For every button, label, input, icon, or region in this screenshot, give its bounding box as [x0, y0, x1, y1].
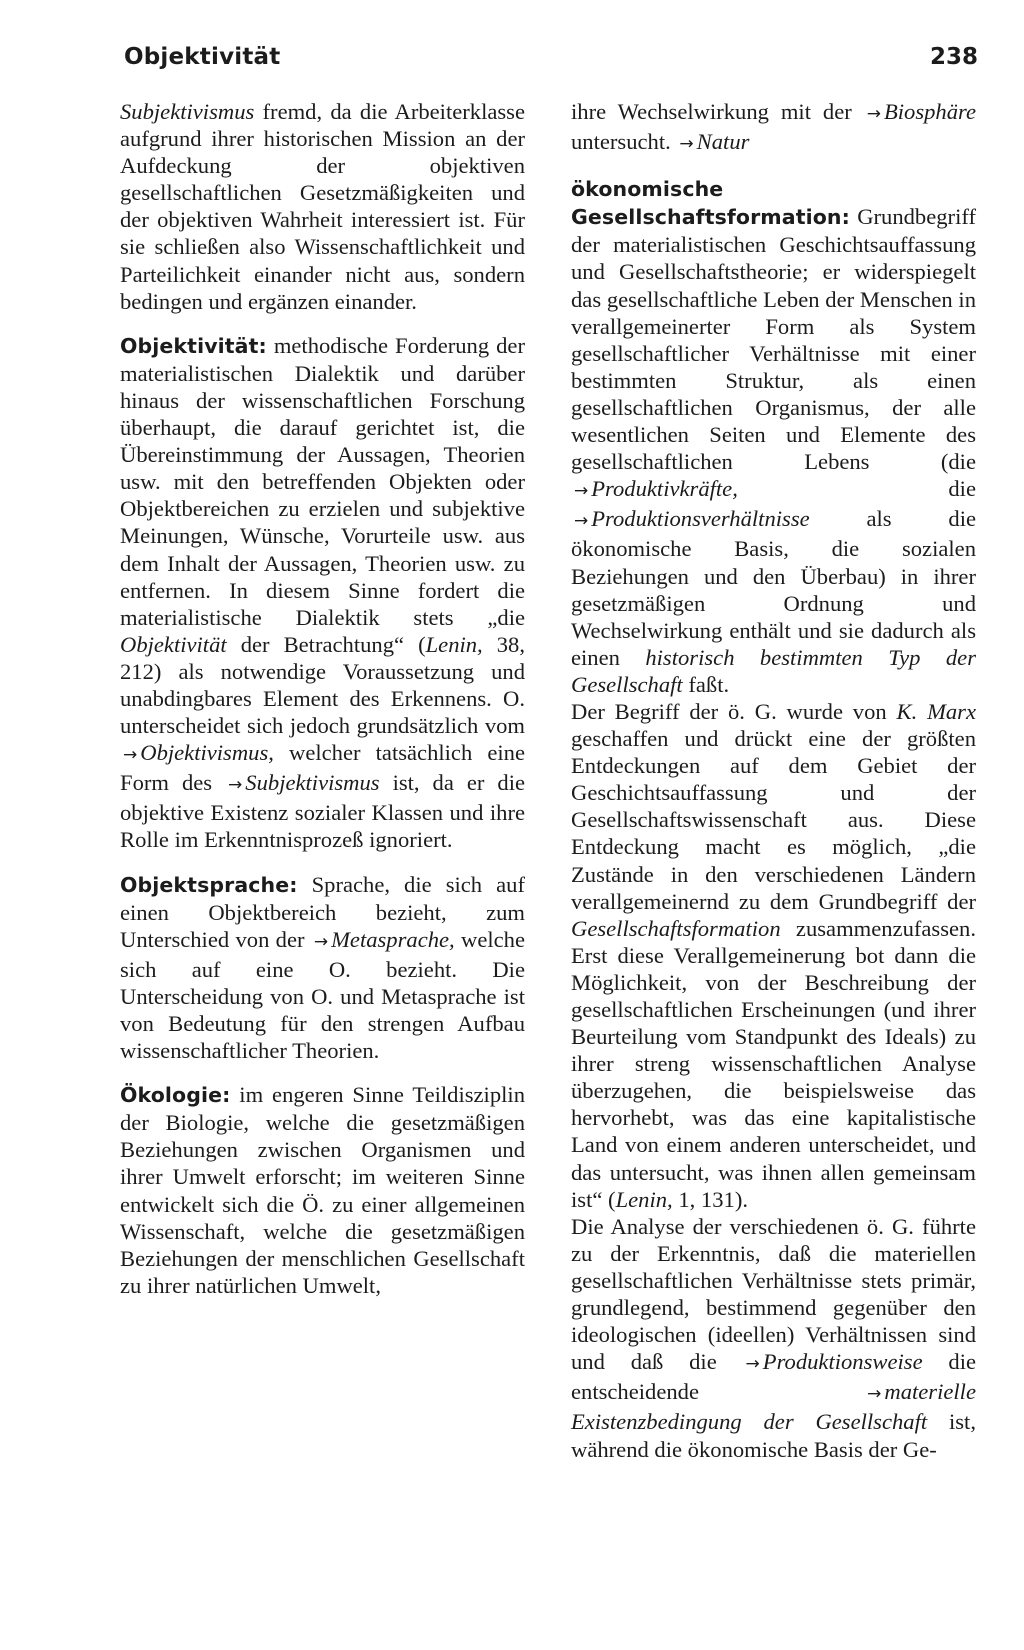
citation-author: K. Marx: [896, 698, 977, 724]
body-text: 1, 131).: [672, 1186, 748, 1212]
entry-objektsprache: [120, 871, 525, 1065]
entry-term: Ökologie:: [120, 1083, 231, 1108]
cross-reference: Produktionsweise: [762, 1349, 923, 1375]
paragraph-continuation: [120, 98, 525, 315]
cross-reference: Objektivismus,: [140, 740, 274, 766]
entry-term: Objektsprache:: [120, 872, 298, 897]
right-column: [571, 98, 976, 1463]
cross-reference: materielle Existenzbedingung der Gesellschaft: [571, 1379, 976, 1435]
arrow-icon: →: [866, 104, 881, 124]
entry-term: ökonomische Gesellschaftsformation:: [571, 177, 850, 230]
paragraph: [571, 698, 976, 1213]
cross-reference: Subjektivismus: [120, 99, 255, 124]
entry-term: Objektivität:: [120, 333, 267, 358]
entry-oekologie: [120, 1081, 525, 1299]
body-text: geschaffen und drückt eine der größten Entdeckungen auf dem Gebiet der Geschichtsauffassung und der Gesellschaftswissenschaft aus. Diese Entdeckung macht es möglich, „die Zustände in den verschiedenen Ländern verallgemeinernd zu dem Grundbegriff der: [571, 726, 976, 914]
page-number: 238: [929, 44, 978, 70]
body-text: Sprache, die sich auf einen Objektbereich bezieht, zum Unterschied von der: [120, 871, 525, 952]
body-text: zusammenzufassen. Erst diese Verallgemeinerung bot dann die Möglichkeit, von der Beschreibung der gesellschaftlichen Erscheinungen (und ihrer Beurteilung vom Standpunkt des Ideals) zu ihrer streng wissenschaftlichen Analyse überzugehen, die beispielsweise das hervorhebt, was das eine kapitalistische Land von einem anderen unterscheidet, und das untersucht, was ihnen allen gemeinsam ist“ (: [571, 915, 976, 1212]
body-text: die entscheidende: [571, 1349, 976, 1405]
body-text: ist, da er die objektive Existenz sozialer Klassen und ihre Rolle im Erkenntnisprozeß ignoriert.: [120, 770, 525, 853]
entry-oekonomische-gesellschaftsformation: [571, 175, 976, 698]
arrow-icon: →: [313, 931, 329, 952]
body-text: Die Analyse der verschiedenen ö. G. führte zu der Erkenntnis, daß die materiellen gesellschaftlichen Verhältnisse stets primär, grundlegend, bestimmend gegenüber den ideologischen (ideellen) Verhältnissen sind und daß die: [571, 1213, 976, 1375]
body-text: methodische Forderung der materialistischen Dialektik und darüber hinaus der wissenschaftlichen Forschung überhaupt, die darauf gerichtet ist, die Übereinstimmung der Aussagen, Theorien usw. mit den betreffenden Objekten oder Objektbereichen zu erzielen und subjektive Meinungen, Wünsche, Vorurteile usw. aus dem Inhalt der Aussagen, Theorien usw. zu entfernen. In diesem Sinne fordert die materialistische Dialektik stets „die: [120, 332, 525, 630]
arrow-icon: →: [228, 775, 243, 796]
cross-reference: Subjektivismus: [245, 770, 380, 796]
body-text: faßt.: [682, 671, 730, 697]
body-text: ist, während die ökonomische Basis der Ge-: [571, 1409, 976, 1462]
cross-reference: Biosphäre: [883, 99, 976, 124]
emphasis-text: Gesellschaftsformation: [571, 915, 781, 941]
entry-objektivitaet: [120, 332, 525, 854]
body-text: als die ökonomische Basis, die sozialen Beziehungen und den Überbau) in ihrer gesetzmäßigen Ordnung und Wechselwirkung enthält und sie dadurch als einen: [571, 506, 976, 670]
emphasis-text: historisch bestimmten Typ der Gesellschaft: [571, 644, 977, 697]
cross-reference: Produktivkräfte,: [591, 476, 738, 502]
paragraph: [571, 1213, 976, 1463]
body-text: die: [737, 476, 976, 502]
body-text: welche sich auf eine O. bezieht. Die Unterscheidung von O. und Metasprache ist von Bedeutung für den strengen Aufbau wissenschaftlicher Theorien.: [120, 926, 525, 1064]
arrow-icon: →: [745, 1354, 760, 1375]
cross-reference: Produktionsverhältnisse: [591, 506, 810, 532]
body-text: 38, 212) als notwendige Voraussetzung und unabdingbares Element des Erkennens. O. unterscheidet sich jedoch grundsätzlich vom: [120, 631, 525, 739]
arrow-icon: →: [574, 481, 589, 502]
citation-author: Lenin,: [425, 631, 483, 657]
cross-reference: Metasprache,: [331, 926, 455, 952]
arrow-icon: →: [867, 1384, 882, 1405]
body-text: Grundbegriff der materialistischen Geschichtsauffassung und Gesellschaftstheorie; er widerspiegelt das gesellschaftliche Leben der Menschen in verallgemeinerter Form als System gesellschaftlicher Verhältnisse mit einer bestimmten Struktur, als einen gesellschaftlichen Organismus, der alle wesentlichen Seiten und Elemente des gesellschaftlichen Lebens (die: [571, 204, 976, 475]
body-text: untersucht.: [571, 129, 677, 155]
body-text: im engeren Sinne Teildisziplin der Biologie, welche die gesetzmäßigen Beziehungen zwischen Organismen und ihrer Umwelt erforscht; im weiteren Sinne entwickelt sich die Ö. zu einer allgemeinen Wissenschaft, welche die gesetzmäßigen Beziehungen der menschlichen Gesellschaft zu ihrer natürlichen Umwelt,: [120, 1082, 525, 1298]
body-text: Der Begriff der ö. G. wurde von: [571, 698, 897, 724]
left-column: [120, 98, 525, 1299]
arrow-icon: →: [574, 511, 589, 532]
cross-reference: Natur: [696, 129, 750, 155]
arrow-icon: →: [123, 745, 138, 766]
emphasis-text: Objektivität: [120, 631, 227, 657]
body-text: ihre Wechselwirkung mit der: [571, 99, 864, 124]
page-header: [124, 44, 978, 78]
running-head: Objektivität: [124, 44, 281, 70]
body-text: fremd, da die Arbeiterklasse aufgrund ihrer historischen Mission an der Aufdeckung der objektiven gesellschaftlichen Gesetzmäßigkeiten und der objektiven Wahrheit interessiert ist. Für sie schließen also Wissenschaftlichkeit und Parteilichkeit einander nicht aus, sondern bedingen und ergänzen einander.: [120, 99, 525, 314]
body-text: der Betrachtung“ (: [226, 631, 426, 657]
paragraph-continuation: [571, 98, 976, 158]
arrow-icon: →: [679, 134, 694, 155]
body-text: welcher tatsächlich eine Form des: [120, 740, 525, 796]
citation-author: Lenin,: [615, 1186, 673, 1212]
